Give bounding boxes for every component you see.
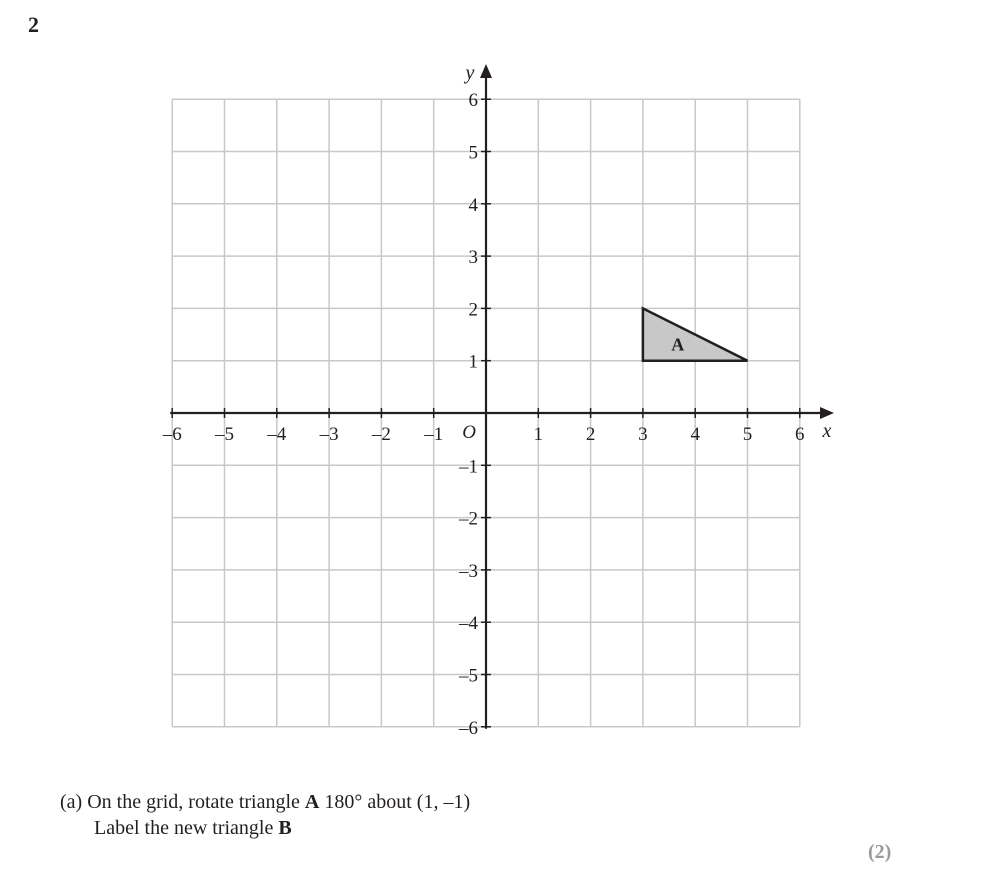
axis-labels bbox=[162, 62, 832, 739]
y-axis-arrow-icon bbox=[480, 64, 492, 78]
x-axis-label: x bbox=[822, 420, 832, 442]
x-tick-label: 4 bbox=[690, 424, 700, 445]
y-tick-label: –3 bbox=[459, 560, 478, 582]
x-tick-label: 5 bbox=[742, 424, 753, 445]
x-tick-label: –5 bbox=[215, 424, 234, 445]
x-tick-label: 6 bbox=[795, 424, 805, 445]
x-tick-label: –1 bbox=[424, 424, 444, 445]
y-tick-label: –2 bbox=[459, 508, 478, 530]
triangle-a-label: A bbox=[671, 334, 685, 355]
y-tick-label: 2 bbox=[468, 299, 478, 321]
question-number: 2 bbox=[28, 12, 39, 37]
triangle-b-ref: B bbox=[278, 817, 292, 839]
y-tick-label: 4 bbox=[468, 194, 478, 216]
y-tick-label: –6 bbox=[459, 717, 478, 739]
x-tick-label: 3 bbox=[638, 424, 648, 445]
part-a-line2-prefix: Label the new triangle bbox=[94, 817, 279, 839]
y-tick-label: –1 bbox=[459, 456, 478, 478]
part-a-line1-suffix: 180° about (1, –1) bbox=[319, 791, 471, 813]
marks-label: (2) bbox=[868, 841, 892, 863]
y-tick-label: 6 bbox=[468, 90, 478, 112]
part-a-line2 bbox=[60, 815, 470, 841]
part-a-line1-prefix: On the grid, rotate triangle bbox=[87, 791, 305, 813]
y-tick-label: 3 bbox=[468, 247, 478, 269]
y-tick-label: 5 bbox=[468, 142, 478, 164]
origin-label: O bbox=[462, 422, 476, 443]
x-tick-label: 1 bbox=[533, 424, 544, 445]
y-tick-label: 1 bbox=[468, 351, 478, 373]
question-part-a bbox=[60, 789, 470, 841]
x-tick-label: –3 bbox=[319, 424, 339, 445]
part-a-line1 bbox=[60, 789, 470, 815]
y-tick-label: –4 bbox=[459, 613, 478, 635]
x-tick-label: –2 bbox=[371, 424, 391, 445]
axes bbox=[170, 64, 834, 729]
x-axis-arrow-icon bbox=[820, 407, 834, 419]
triangle-a-ref: A bbox=[304, 791, 320, 813]
part-a-label: (a) bbox=[60, 791, 83, 813]
y-tick-label: –5 bbox=[459, 665, 478, 687]
x-tick-label: 2 bbox=[585, 424, 596, 445]
y-axis-label: y bbox=[465, 62, 475, 84]
x-tick-label: –4 bbox=[267, 424, 287, 445]
x-tick-label: –6 bbox=[162, 424, 182, 445]
